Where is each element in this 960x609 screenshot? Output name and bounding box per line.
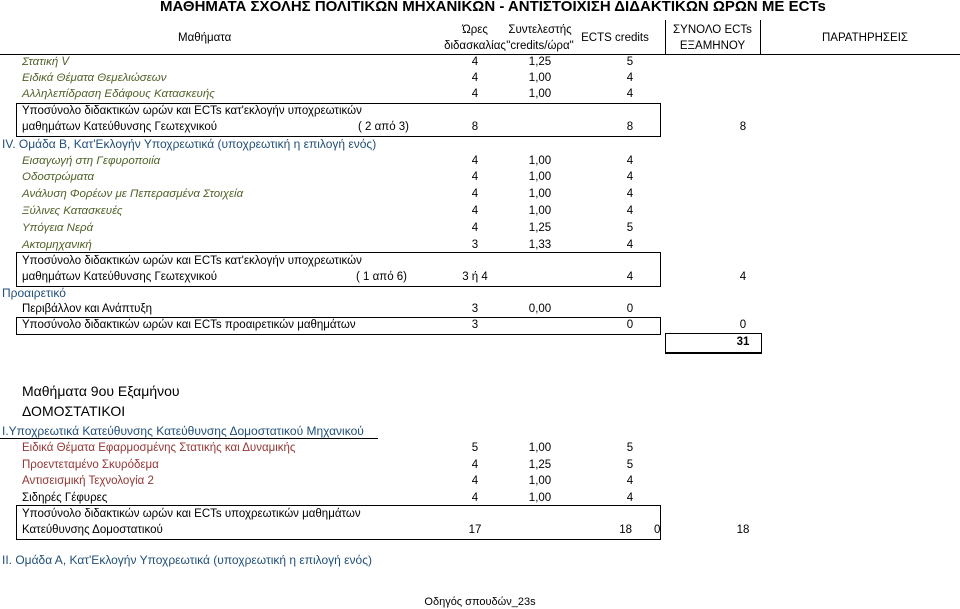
header-coef-line1: Συντελεστής <box>508 24 572 36</box>
header-hours-line2: διδασκαλίας <box>444 40 506 52</box>
course-coef: 1,25 <box>528 56 552 68</box>
section-heading <box>0 285 960 301</box>
course-coef: 0,00 <box>528 303 552 315</box>
course-ects: 4 <box>626 88 634 100</box>
subtotal-row <box>0 317 960 333</box>
course-ects: 5 <box>626 222 634 234</box>
course-ects: 4 <box>626 205 634 217</box>
course-coef: 1,00 <box>528 475 552 487</box>
course-ects: 4 <box>626 72 634 84</box>
header-sum-line1: ΣΥΝΟΛΟ ECTs <box>673 24 752 36</box>
table-row <box>0 457 960 473</box>
subtotal-ects: 4 <box>626 271 634 283</box>
header-semester-total <box>665 22 760 54</box>
course-ects: 5 <box>626 56 634 68</box>
section-title: Προαιρετικό <box>2 286 66 300</box>
course-hours: 4 <box>471 222 479 234</box>
subtotal-choice: ( 1 από 6) <box>356 271 408 283</box>
track-heading: ΔΟΜΟΣΤΑΤΙΚΟΙ <box>22 403 126 419</box>
subtotal-label: μαθημάτων Κατεύθυνσης Γεωτεχνικού <box>22 271 218 283</box>
subtotal-row <box>0 269 960 285</box>
section-underline <box>0 438 378 439</box>
course-name: Ξύλινες Κατασκευές <box>22 205 123 217</box>
course-ects: 4 <box>626 188 634 200</box>
subtotal-hours: 3 ή 4 <box>462 271 488 283</box>
header-notes: ΠΑΡΑΤΗΡΗΣΕΙΣ <box>822 32 908 44</box>
course-ects: 0 <box>626 303 634 315</box>
course-coef: 1,25 <box>528 222 552 234</box>
course-name: Αλληλεπίδραση Εδάφους Κατασκευής <box>22 88 215 100</box>
table-row <box>0 54 960 70</box>
subtotal-hours: 8 <box>471 121 479 133</box>
subtotal-label: Υποσύνολο διδακτικών ωρών και ECTs κατ'εκλογήν υποχρεωτικών <box>22 255 362 267</box>
course-name: Ακτομηχανική <box>22 239 92 251</box>
table-row <box>0 153 960 169</box>
header-hours-line1: Ώρες <box>462 24 488 36</box>
header-divider <box>665 20 666 54</box>
table-row <box>0 490 960 506</box>
course-hours: 4 <box>471 459 479 471</box>
course-hours: 4 <box>471 205 479 217</box>
subtotal-ects: 8 <box>626 121 634 133</box>
course-name: Περιβάλλον και Ανάπτυξη <box>22 303 153 315</box>
subtotal-ects: 0 <box>626 319 634 331</box>
semester-heading: Μαθήματα 9ου Εξαμήνου <box>22 383 180 399</box>
table-row <box>0 473 960 489</box>
subtotal-ects: 18 <box>619 524 632 536</box>
course-hours: 4 <box>471 72 479 84</box>
subtotal-extra: 0 <box>654 524 661 536</box>
course-ects: 4 <box>626 171 634 183</box>
course-hours: 3 <box>471 303 479 315</box>
course-hours: 4 <box>471 155 479 167</box>
course-coef: 1,25 <box>528 459 552 471</box>
page-title: ΜΑΘΗΜΑΤΑ ΣΧΟΛΗΣ ΠΟΛΙΤΙΚΩΝ ΜΗΧΑΝΙΚΩΝ - ΑΝΤΙΣΤΟΙΧΙΣΗ ΔΙΔΑΚΤΙΚΩΝ ΩΡΩΝ ΜΕ ECTs <box>160 0 826 15</box>
course-coef: 1,33 <box>528 239 552 251</box>
course-hours: 4 <box>471 88 479 100</box>
course-coef: 1,00 <box>528 188 552 200</box>
subtotal-label: μαθημάτων Κατεύθυνσης Γεωτεχνικού <box>22 121 218 133</box>
subtotal-label: Υποσύνολο διδακτικών ωρών και ECTs κατ'εκλογήν υποχρεωτικών <box>22 105 362 117</box>
subtotal-sum: 4 <box>739 271 747 283</box>
course-coef: 1,00 <box>528 72 552 84</box>
table-row <box>0 86 960 102</box>
course-name: Ειδικά Θέματα Θεμελιώσεων <box>22 72 167 84</box>
course-coef: 1,00 <box>528 88 552 100</box>
course-ects: 4 <box>626 475 634 487</box>
course-name: Οδοστρώματα <box>22 171 95 183</box>
course-hours: 3 <box>471 239 479 251</box>
course-name: Στατική V <box>22 56 70 68</box>
table-row <box>0 237 960 253</box>
total-row <box>0 334 960 350</box>
subtotal-label: Κατεύθυνσης Δομοστατικού <box>22 524 163 536</box>
subtotal-sum: 8 <box>739 121 747 133</box>
table-row <box>0 186 960 202</box>
course-hours: 4 <box>471 171 479 183</box>
section-title: I.Υποχρεωτικά Κατεύθυνσης Κατεύθυνσης Δομοστατικού Μηχανικού <box>2 424 364 438</box>
subtotal-row <box>0 103 960 119</box>
table-row <box>0 220 960 236</box>
course-hours: 4 <box>471 475 479 487</box>
subtotal-sum: 0 <box>739 319 747 331</box>
course-coef: 1,00 <box>528 205 552 217</box>
subtotal-row <box>0 506 960 522</box>
header-sum-line2: ΕΞΑΜΗΝΟΥ <box>679 40 746 52</box>
table-row <box>0 440 960 456</box>
course-ects: 4 <box>626 492 634 504</box>
header-coef-line2: "credits/ώρα" <box>506 40 574 52</box>
header-courses: Μαθήματα <box>178 32 232 44</box>
course-coef: 1,00 <box>528 442 552 454</box>
course-coef: 1,00 <box>528 155 552 167</box>
subtotal-row <box>0 522 960 538</box>
header-divider <box>760 20 761 54</box>
table-row <box>0 70 960 86</box>
course-coef: 1,00 <box>528 492 552 504</box>
subtotal-hours: 17 <box>468 524 482 536</box>
section-title: IV. Ομάδα Β, Κατ'Εκλογήν Υποχρεωτικά (υποχρεωτική η επιλογή ενός) <box>2 137 377 151</box>
course-name: Ανάλυση Φορέων με Πεπερασμένα Στοιχεία <box>22 188 244 200</box>
subtotal-choice: ( 2 από 3) <box>358 121 410 133</box>
course-hours: 4 <box>471 56 479 68</box>
course-hours: 4 <box>471 188 479 200</box>
course-coef: 1,00 <box>528 171 552 183</box>
table-row <box>0 301 960 317</box>
course-hours: 5 <box>471 442 479 454</box>
course-hours: 4 <box>471 492 479 504</box>
table-row <box>0 203 960 219</box>
subtotal-label: Υποσύνολο διδακτικών ωρών και ECTs υποχρεωτικών μαθημάτων <box>22 508 361 520</box>
section-title: II. Ομάδα Α, Κατ'Εκλογήν Υποχρεωτικά (υποχρεωτική η επιλογή ενός) <box>2 553 372 567</box>
header-ects: ECTS credits <box>581 32 649 44</box>
subtotal-label: Υποσύνολο διδακτικών ωρών και ECTs προαιρετικών μαθημάτων <box>22 319 356 331</box>
table-row <box>0 169 960 185</box>
subtotal-sum: 18 <box>736 524 750 536</box>
course-name: Σιδηρές Γέφυρες <box>22 492 108 504</box>
course-name: Υπόγεια Νερά <box>22 222 94 234</box>
subtotal-row <box>0 253 960 269</box>
page-footer: Οδηγός σπουδών_23s <box>424 596 536 608</box>
course-ects: 4 <box>626 239 634 251</box>
semester-total: 31 <box>736 336 750 348</box>
course-ects: 5 <box>626 459 634 471</box>
course-name: Εισαγωγή στη Γεφυροποιία <box>22 155 161 167</box>
subtotal-hours: 3 <box>471 319 479 331</box>
course-name: Αντισεισμική Τεχνολογία 2 <box>22 475 154 487</box>
course-name: Προεντεταμένο Σκυρόδεμα <box>22 459 159 471</box>
section-heading <box>0 136 960 152</box>
course-name: Ειδικά Θέματα Εφαρμοσμένης Στατικής και Δυναμικής <box>22 442 296 454</box>
course-ects: 4 <box>626 155 634 167</box>
subtotal-row <box>0 119 960 135</box>
course-ects: 5 <box>626 442 634 454</box>
